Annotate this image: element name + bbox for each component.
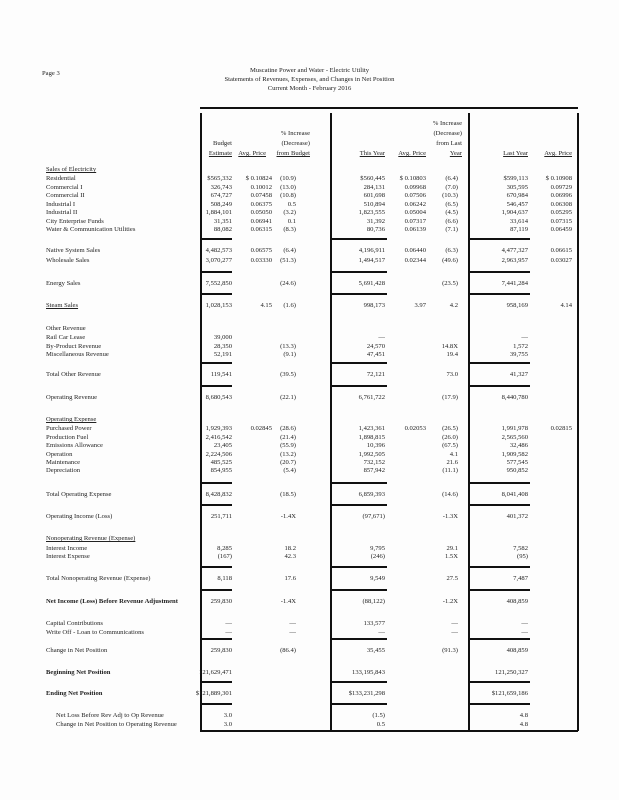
row-value: —: [225, 629, 232, 636]
column-header: This Year: [359, 150, 385, 157]
row-label: Operation: [46, 451, 73, 458]
row-value: 0.07315: [550, 218, 572, 225]
total-rule: [330, 681, 387, 683]
total-rule: [330, 293, 387, 295]
row-value: 0.02344: [404, 257, 426, 264]
row-value: —: [451, 620, 458, 627]
row-value: 2,963,957: [501, 257, 528, 264]
row-value: (10.3): [442, 192, 458, 199]
row-value: 24,570: [366, 343, 385, 350]
total-rule: [330, 238, 387, 240]
row-label: Purchased Power: [46, 425, 92, 432]
row-value: 1,898,815: [358, 434, 385, 441]
total-rule: [468, 362, 530, 364]
row-value: (91.3): [442, 647, 458, 654]
row-label: Emissions Allowance: [46, 442, 103, 449]
total-rule: [468, 589, 530, 591]
column-header: Avg. Price: [544, 150, 572, 157]
row-value: 8,285: [217, 545, 232, 552]
row-value: 32,486: [509, 442, 528, 449]
row-value: 1,494,517: [358, 257, 385, 264]
row-value: 508,249: [210, 201, 232, 208]
row-value: 133,195,843: [352, 669, 385, 676]
row-value: 251,711: [210, 513, 232, 520]
row-value: 1,904,637: [501, 209, 528, 216]
row-value: 326,743: [210, 184, 232, 191]
row-label: Steam Sales: [46, 302, 79, 309]
row-value: (1.6): [283, 302, 296, 309]
row-value: 80,736: [366, 226, 385, 233]
row-value: 23,405: [213, 442, 232, 449]
row-value: 1,992,505: [358, 451, 385, 458]
row-value: —: [378, 334, 385, 341]
row-label: Industrial I: [46, 201, 76, 208]
row-label: Miscellaneous Revenue: [46, 351, 109, 358]
total-rule: [330, 589, 387, 591]
row-value: (6.6): [445, 218, 458, 225]
row-value: (39.5): [280, 371, 296, 378]
row-value: 0.02053: [404, 425, 426, 432]
total-rule: [200, 482, 232, 484]
row-value: 1,028,153: [205, 302, 232, 309]
row-value: (10.9): [280, 175, 296, 182]
row-value: —: [289, 620, 296, 627]
row-value: (22.1): [280, 394, 296, 401]
row-value: 5,691,428: [358, 280, 385, 287]
row-value: 998,173: [363, 302, 385, 309]
total-rule: [200, 703, 232, 705]
row-value: 0.06615: [550, 247, 572, 254]
row-value: —: [451, 629, 458, 636]
row-value: 0.10012: [250, 184, 272, 191]
row-label: Beginning Net Position: [46, 669, 111, 676]
total-rule: [468, 482, 530, 484]
row-label: Depreciation: [46, 467, 81, 474]
row-value: 0.05004: [404, 209, 426, 216]
row-value: 0.06139: [404, 226, 426, 233]
row-label: Interest Income: [46, 545, 88, 552]
row-value: 0.09729: [550, 184, 572, 191]
row-label: Write Off - Loan to Communications: [46, 629, 144, 636]
row-value: (167): [217, 553, 232, 560]
row-value: 0.06440: [404, 247, 426, 254]
total-rule: [468, 293, 530, 295]
row-value: 0.06575: [250, 247, 272, 254]
row-value: 408,859: [506, 647, 528, 654]
row-value: 3.0: [223, 721, 232, 728]
row-value: 305,595: [506, 184, 528, 191]
row-value: (51.3): [280, 257, 296, 264]
row-value: 510,894: [363, 201, 385, 208]
row-label: Operating Income (Loss): [46, 513, 113, 520]
row-value: 42.3: [284, 553, 296, 560]
row-label: Net Loss Before Rev Adj to Op Revenue: [56, 712, 164, 719]
row-label: Net Income (Loss) Before Revenue Adjustment: [46, 598, 178, 605]
total-rule: [330, 566, 387, 568]
row-value: 119,541: [210, 371, 232, 378]
row-value: 1,909,582: [501, 451, 528, 458]
row-value: 4.1: [449, 451, 458, 458]
row-value: 0.07317: [404, 218, 426, 225]
total-rule: [468, 385, 530, 387]
row-value: 2,224,506: [205, 451, 232, 458]
row-label: Change in Net Position to Operating Revenue: [56, 721, 177, 728]
row-value: $565,332: [207, 175, 232, 182]
row-value: 259,830: [210, 598, 232, 605]
row-value: (24.6): [280, 280, 296, 287]
row-value: (14.6): [442, 491, 458, 498]
row-value: 0.06315: [250, 226, 272, 233]
row-value: 19.4: [446, 351, 458, 358]
row-value: 0.06459: [550, 226, 572, 233]
row-value: 1.5X: [444, 553, 458, 560]
column-header: % Increase: [432, 120, 462, 127]
row-value: 854,955: [210, 467, 232, 474]
row-label: Commercial I: [46, 184, 83, 191]
row-value: (7.1): [445, 226, 458, 233]
row-value: -1.3X: [442, 513, 458, 520]
row-value: 8,041,408: [501, 491, 528, 498]
row-value: 7,552,850: [205, 280, 232, 287]
row-value: 18.2: [284, 545, 296, 552]
row-value: 0.05295: [550, 209, 572, 216]
total-rule: [330, 482, 387, 484]
total-rule: [468, 638, 530, 640]
row-label: Ending Net Position: [46, 690, 103, 697]
row-label: By-Product Revenue: [46, 343, 102, 350]
row-value: 4.8: [519, 721, 528, 728]
row-label: Total Other Revenue: [46, 371, 101, 378]
row-value: 546,457: [506, 201, 528, 208]
row-value: —: [289, 629, 296, 636]
row-value: 14.8X: [441, 343, 458, 350]
row-value: 8,428,832: [205, 491, 232, 498]
row-value: 0.06242: [404, 201, 426, 208]
row-value: (95): [517, 553, 528, 560]
row-value: 1,884,101: [205, 209, 232, 216]
row-value: (6.5): [445, 201, 458, 208]
row-value: —: [378, 629, 385, 636]
row-value: 3.97: [414, 302, 426, 309]
row-value: 39,755: [509, 351, 528, 358]
table-bottom-rule: [200, 730, 578, 732]
row-label: Rail Car Lease: [46, 334, 86, 341]
row-value: (20.7): [280, 459, 296, 466]
row-value: $ 0.10824: [245, 175, 272, 182]
row-label: Commercial II: [46, 192, 85, 199]
row-value: 9,549: [370, 575, 385, 582]
row-value: 4,477,327: [501, 247, 528, 254]
column-divider: [577, 113, 579, 731]
row-label: Production Fuel: [46, 434, 89, 441]
row-value: 857,942: [363, 467, 385, 474]
total-rule: [200, 681, 232, 683]
page-label: Page 3: [42, 70, 60, 77]
row-value: (13.3): [280, 343, 296, 350]
row-label: Capital Contributions: [46, 620, 103, 627]
row-value: (7.0): [445, 184, 458, 191]
row-value: 4,196,911: [358, 247, 385, 254]
row-value: 1,929,393: [205, 425, 232, 432]
row-value: (21.4): [280, 434, 296, 441]
row-value: 52,191: [213, 351, 232, 358]
row-value: 2,416,542: [205, 434, 232, 441]
row-value: $560,445: [360, 175, 385, 182]
row-value: (49.6): [442, 257, 458, 264]
column-header: from Last: [436, 140, 462, 147]
row-value: 31,392: [366, 218, 385, 225]
row-value: 0.06375: [250, 201, 272, 208]
row-value: $121,889,301: [195, 690, 232, 697]
row-label: Sales of Electricity: [46, 166, 97, 173]
row-value: 121,250,327: [495, 669, 528, 676]
row-value: 133,577: [363, 620, 385, 627]
row-value: 47,451: [366, 351, 385, 358]
row-value: (86.4): [280, 647, 296, 654]
row-value: 8,680,543: [205, 394, 232, 401]
total-rule: [468, 703, 530, 705]
total-rule: [200, 638, 232, 640]
row-value: (13.2): [280, 451, 296, 458]
row-value: (97,671): [362, 513, 385, 520]
row-value: 8,118: [217, 575, 232, 582]
row-value: (9.1): [283, 351, 296, 358]
row-label: Maintenance: [46, 459, 81, 466]
column-header: Estimate: [208, 150, 232, 157]
row-value: (3.2): [283, 209, 296, 216]
row-value: 259,830: [210, 647, 232, 654]
row-value: 2,565,560: [501, 434, 528, 441]
column-header: % Increase: [280, 130, 310, 137]
row-label: Nonoperating Revenue (Expense): [46, 535, 136, 542]
row-label: Change in Net Position: [46, 647, 108, 654]
row-value: —: [521, 334, 528, 341]
row-value: 401,372: [506, 513, 528, 520]
row-value: —: [225, 620, 232, 627]
row-value: 4.2: [449, 302, 458, 309]
row-value: 1,991,978: [501, 425, 528, 432]
row-value: 17.6: [284, 575, 296, 582]
row-value: 950,852: [506, 467, 528, 474]
report-period: Current Month - February 2016: [267, 85, 352, 92]
column-header: Year: [449, 150, 462, 157]
row-value: (6.4): [283, 247, 296, 254]
row-value: 4,482,573: [205, 247, 232, 254]
total-rule: [468, 566, 530, 568]
row-label: Energy Sales: [46, 280, 81, 287]
column-header: Last Year: [503, 150, 528, 157]
total-rule: [330, 385, 387, 387]
row-value: 958,169: [506, 302, 528, 309]
row-label: Other Revenue: [46, 325, 86, 332]
total-rule: [200, 566, 232, 568]
row-label: Operating Expense: [46, 416, 97, 423]
total-rule: [200, 362, 232, 364]
row-value: 0.06941: [250, 218, 272, 225]
row-value: 88,082: [213, 226, 232, 233]
column-header: Avg. Price: [238, 150, 266, 157]
row-value: 7,441,284: [501, 280, 528, 287]
table-top-rule: [200, 107, 578, 109]
total-rule: [330, 362, 387, 364]
total-rule: [200, 385, 232, 387]
row-value: (26.0): [442, 434, 458, 441]
row-value: 87,119: [510, 226, 528, 233]
row-value: 8,440,780: [501, 394, 528, 401]
total-rule: [330, 271, 387, 273]
row-value: 3.0: [223, 712, 232, 719]
total-rule: [330, 638, 387, 640]
column-header: from Budget: [276, 150, 310, 157]
row-value: (18.5): [280, 491, 296, 498]
row-value: 7,582: [513, 545, 528, 552]
row-value: 0.5: [287, 201, 296, 208]
row-value: 0.02845: [250, 425, 272, 432]
row-value: —: [521, 629, 528, 636]
row-value: (23.5): [442, 280, 458, 287]
row-value: 3,070,277: [205, 257, 232, 264]
row-value: 0.07506: [404, 192, 426, 199]
row-value: 1,423,361: [358, 425, 385, 432]
row-value: $133,231,298: [348, 690, 385, 697]
total-rule: [200, 589, 232, 591]
row-label: Industrial II: [46, 209, 78, 216]
row-value: 121,629,471: [199, 669, 232, 676]
row-value: (26.5): [442, 425, 458, 432]
row-value: (67.5): [442, 442, 458, 449]
row-value: 0.09968: [404, 184, 426, 191]
row-value: —: [521, 620, 528, 627]
row-value: 0.5: [376, 721, 385, 728]
row-value: 31,351: [213, 218, 232, 225]
row-value: 408,859: [506, 598, 528, 605]
row-value: 27.5: [446, 575, 458, 582]
row-label: City Enterprise Funds: [46, 218, 104, 225]
row-value: 72,121: [366, 371, 385, 378]
row-value: (1.5): [372, 712, 385, 719]
row-value: 674,727: [210, 192, 232, 199]
row-value: $ 0.10908: [545, 175, 572, 182]
total-rule: [200, 293, 232, 295]
row-value: 601,698: [363, 192, 385, 199]
row-value: (4.5): [445, 209, 458, 216]
total-rule: [330, 504, 387, 506]
row-value: 1,572: [513, 343, 528, 350]
row-value: 28,350: [213, 343, 232, 350]
row-value: -1.4X: [280, 513, 296, 520]
row-value: 6,859,393: [358, 491, 385, 498]
row-value: (6.3): [445, 247, 458, 254]
row-value: (13.0): [280, 184, 296, 191]
total-rule: [200, 504, 232, 506]
row-label: Water & Communication Utilities: [46, 226, 136, 233]
row-value: 0.03330: [250, 257, 272, 264]
column-header: (Decrease): [433, 130, 462, 137]
row-value: 35,455: [366, 647, 385, 654]
row-value: (17.9): [442, 394, 458, 401]
row-value: 4.8: [519, 712, 528, 719]
row-value: 670,984: [506, 192, 528, 199]
row-value: 0.07458: [250, 192, 272, 199]
report-title: Muscatine Power and Water - Electric Utility: [249, 67, 370, 74]
total-rule: [330, 703, 387, 705]
row-value: 0.1: [287, 218, 296, 225]
row-label: Total Nonoperating Revenue (Expense): [46, 575, 151, 582]
row-value: 0.03027: [550, 257, 572, 264]
row-value: (5.4): [283, 467, 296, 474]
row-value: (11.1): [442, 467, 458, 474]
total-rule: [468, 238, 530, 240]
column-header: (Decrease): [281, 140, 310, 147]
row-value: (55.9): [280, 442, 296, 449]
row-value: (10.8): [280, 192, 296, 199]
row-label: Interest Expense: [46, 553, 90, 560]
row-label: Total Operating Expense: [46, 491, 112, 498]
row-value: $599,113: [503, 175, 528, 182]
total-rule: [468, 681, 530, 683]
row-value: 732,152: [363, 459, 385, 466]
row-value: (246): [370, 553, 385, 560]
row-value: 21.6: [446, 459, 458, 466]
row-value: $121,659,186: [491, 690, 528, 697]
row-value: (8.3): [283, 226, 296, 233]
row-value: 33,614: [509, 218, 528, 225]
row-value: 4.15: [260, 302, 272, 309]
row-value: 41,327: [509, 371, 528, 378]
row-value: 6,761,722: [358, 394, 385, 401]
row-value: 0.06308: [550, 201, 572, 208]
total-rule: [200, 238, 232, 240]
column-header: Budget: [212, 140, 232, 147]
row-value: 0.02815: [550, 425, 572, 432]
row-value: (88,122): [362, 598, 385, 605]
row-value: -1.4X: [280, 598, 296, 605]
total-rule: [468, 271, 530, 273]
row-value: 10,396: [366, 442, 385, 449]
row-value: 4.14: [560, 302, 572, 309]
row-value: 9,795: [370, 545, 385, 552]
row-value: 0.05050: [250, 209, 272, 216]
report-subtitle: Statements of Revenues, Expenses, and Changes in Net Position: [224, 76, 395, 83]
row-value: -1.2X: [442, 598, 458, 605]
row-label: Wholesale Sales: [46, 257, 90, 264]
row-label: Native System Sales: [46, 247, 101, 254]
row-value: 284,131: [363, 184, 385, 191]
row-value: (28.6): [280, 425, 296, 432]
row-label: Residential: [46, 175, 76, 182]
row-label: Operating Revenue: [46, 394, 98, 401]
row-value: 0.06996: [550, 192, 572, 199]
row-value: 577,545: [506, 459, 528, 466]
row-value: 7,487: [513, 575, 528, 582]
row-value: 73.0: [446, 371, 458, 378]
row-value: 29.1: [446, 545, 458, 552]
column-header: Avg. Price: [398, 150, 426, 157]
total-rule: [200, 271, 232, 273]
row-value: $ 0.10803: [399, 175, 426, 182]
row-value: 39,000: [213, 334, 232, 341]
row-value: 1,823,555: [358, 209, 385, 216]
total-rule: [468, 504, 530, 506]
row-value: 485,525: [210, 459, 232, 466]
row-value: (6.4): [445, 175, 458, 182]
